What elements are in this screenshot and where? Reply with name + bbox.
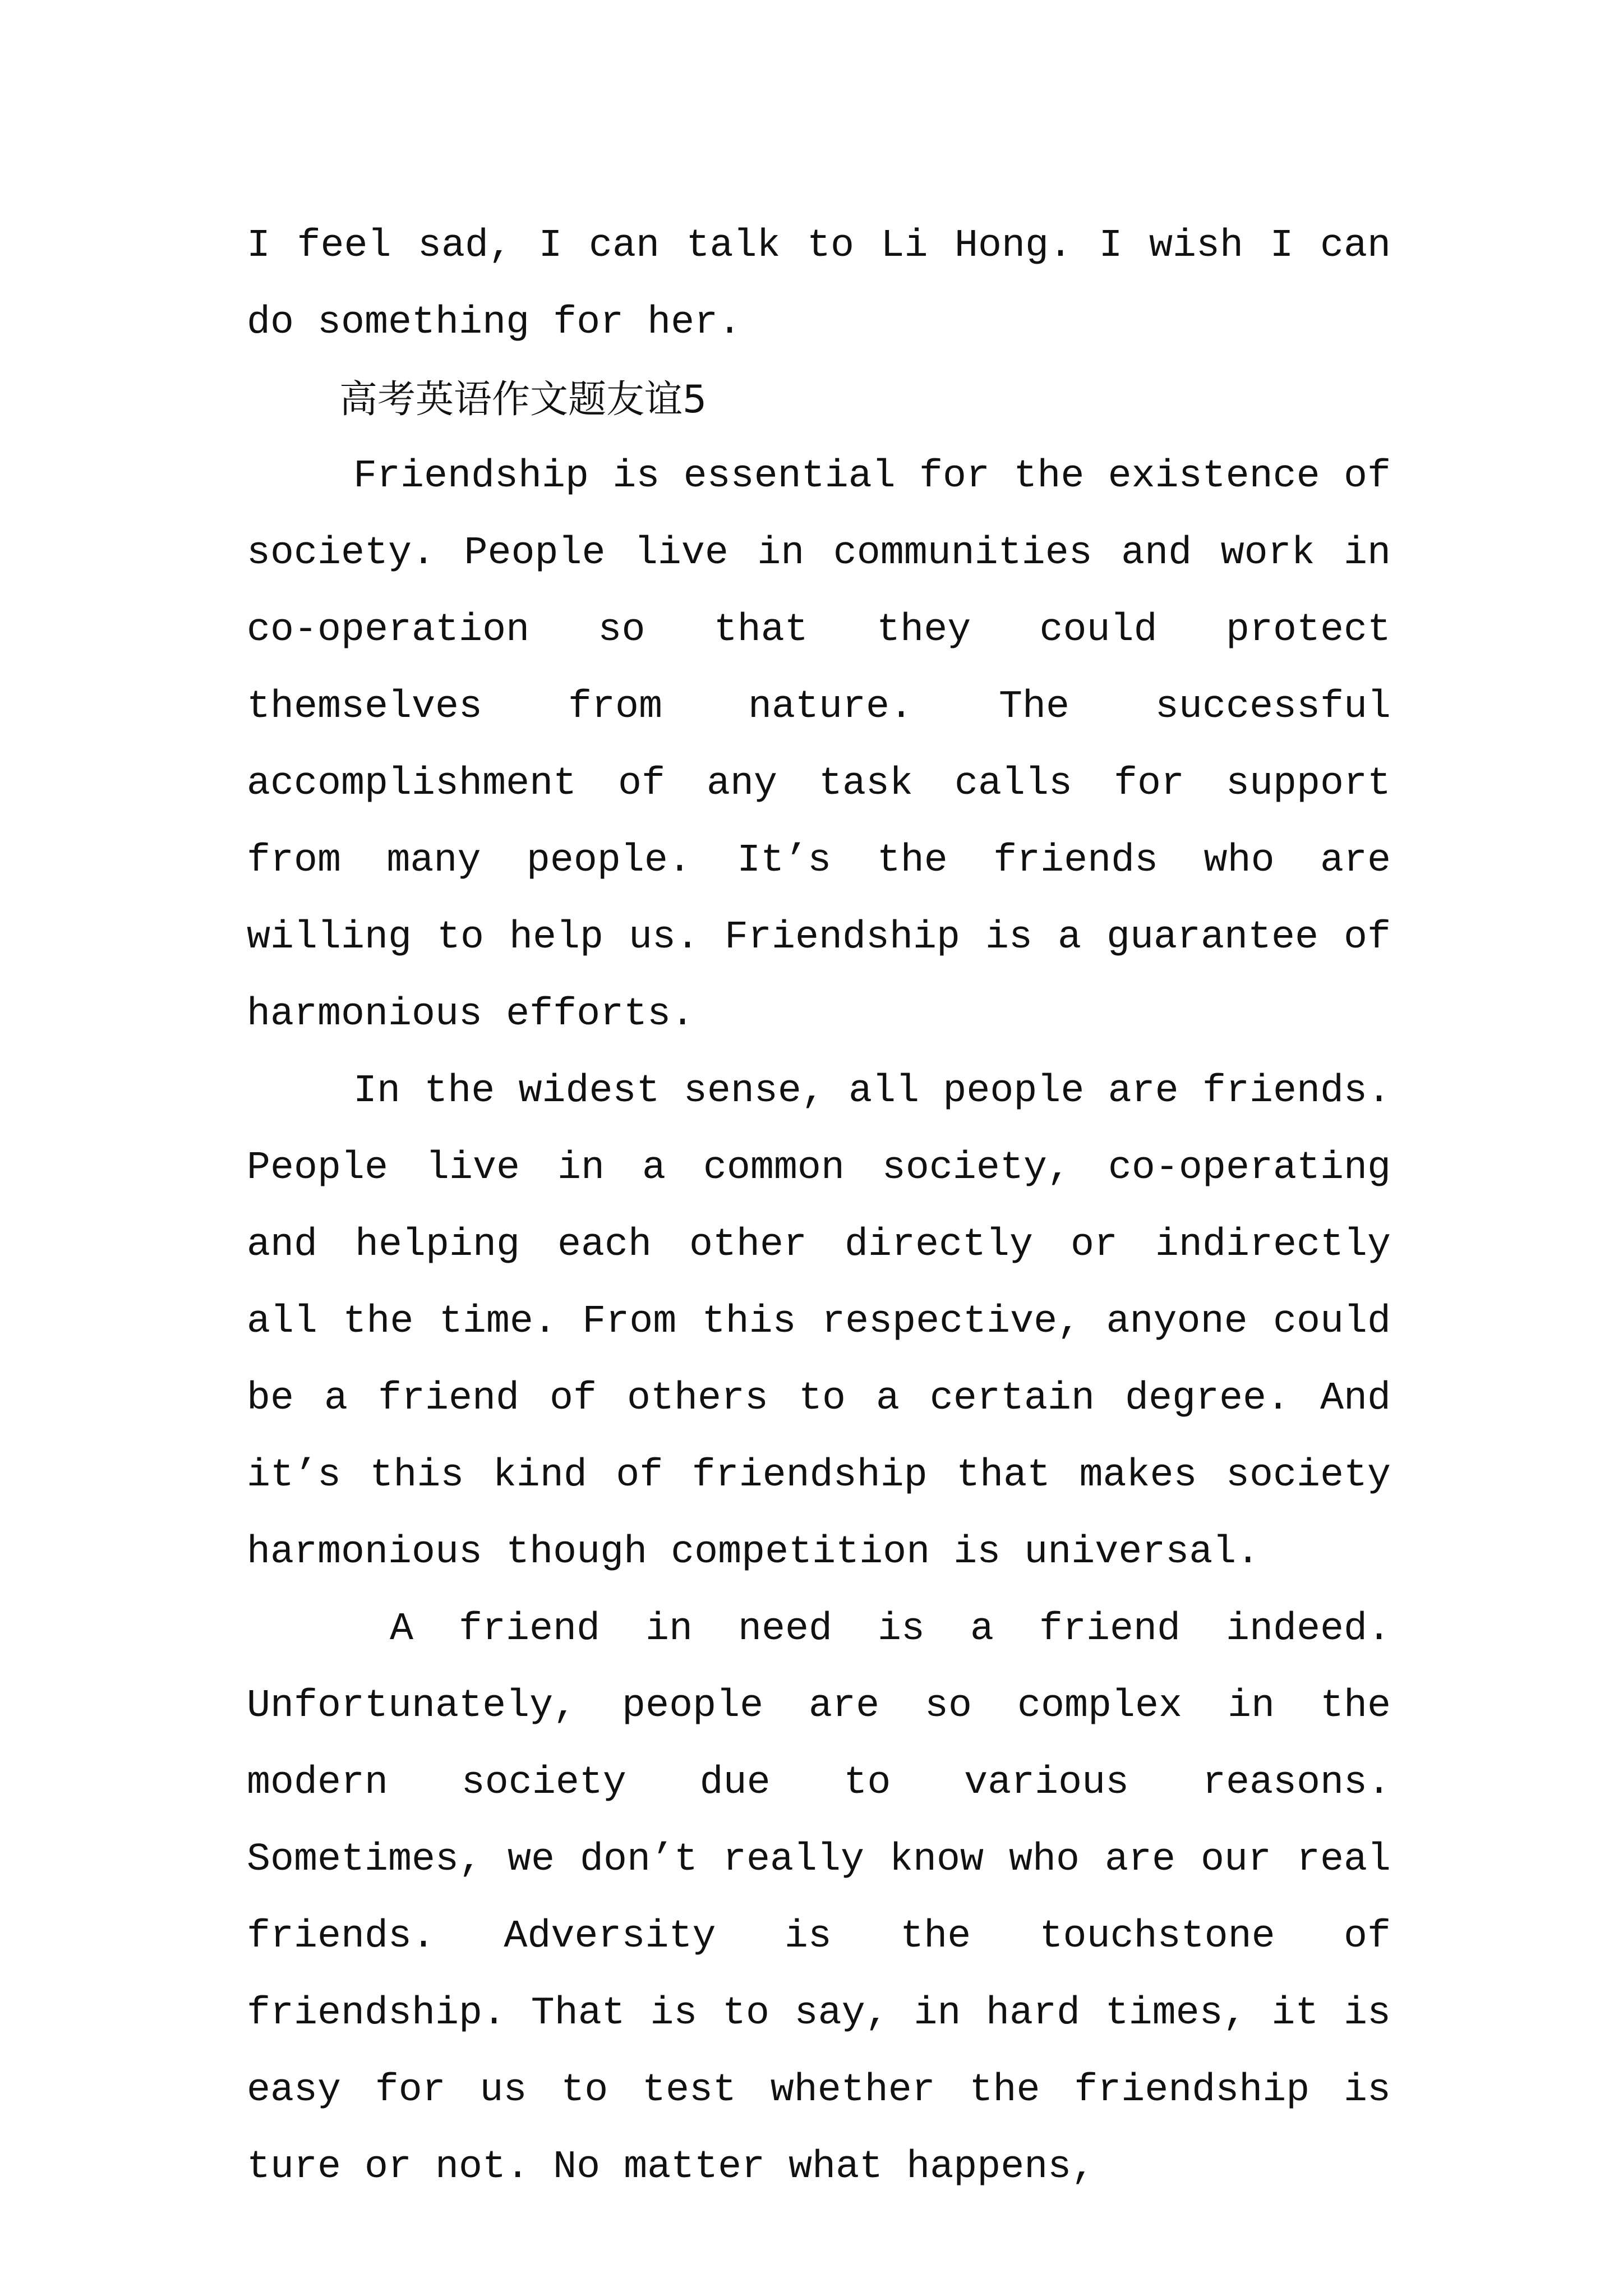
paragraph-2: In the widest sense, all people are friends. People live in a common society, co-operating and helping each other directly or indirectly all the time. From this respective, anyone could be a friend of others to a certain degree. And it’s this kind of friendship that makes society harmonious though competition is universal.: [247, 1069, 1391, 1575]
section-heading: 高考英语作文题友谊5: [339, 378, 707, 422]
paragraph-3: A friend in need is a friend indeed. Unfortunately, people are so complex in the modern society due to various reasons. Sometimes, we don’t really know who are our real friends. Adversity is the touchstone of friendship. That is to say, in hard times, it is easy for us to test whether the friendship is ture or not. No matter what happens,: [247, 1607, 1391, 2189]
paragraph-1: Friendship is essential for the existence of society. People live in communities and work in co-operation so that they could protect themselves from nature. The successful accomplishment of any task calls for support from many people. It’s the friends who are willing to help us. Friendship is a guarantee of harmonious efforts.: [247, 454, 1391, 1037]
document-body: [247, 208, 1391, 2206]
continuation-paragraph: I feel sad, I can talk to Li Hong. I wish I can do something for her.: [247, 224, 1391, 345]
